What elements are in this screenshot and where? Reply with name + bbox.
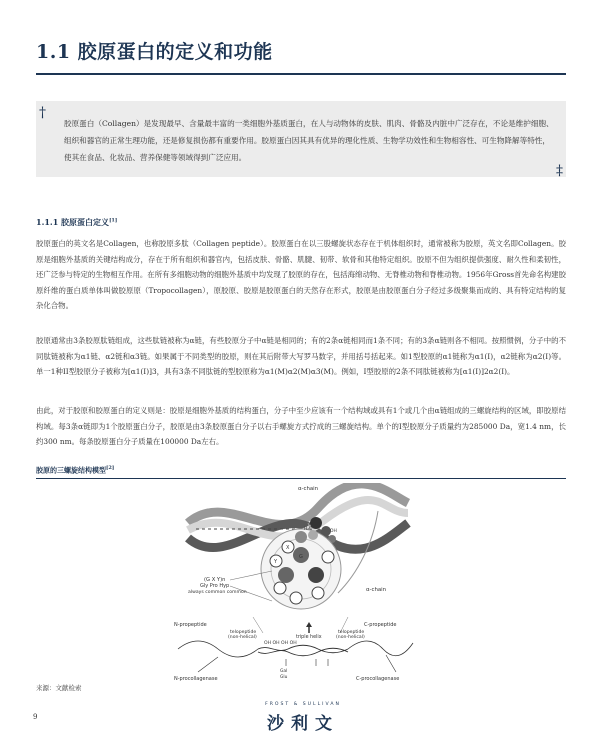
page-title: 1.1 胶原蛋白的定义和功能 [36, 41, 273, 63]
node-g: G [299, 554, 303, 560]
figure-source: 来源：文献检索 [36, 684, 82, 692]
intro-text: 胶原蛋白（Collagen）是发现最早、含量最丰富的一类细胞外基质蛋白，在人与动物体的皮肤、肌肉、骨骼及内脏中广泛存在，不论是维护细胞、组织和器官的正常生理功能，还是修复损伤都有重要作用。胶原蛋白因其具有优异的理化性质、生物学功效性和生物相容性、可生物降解等特性，使其在食品、化妆品、营养保健等领域得到广泛应用。 [64, 119, 554, 162]
page-number: 9 [33, 713, 38, 721]
section-heading-ref: [1] [109, 217, 118, 224]
label-always-common: always common common [188, 590, 247, 595]
label-gxy: (G X Y)n [204, 577, 226, 583]
label-gly-pro-hyp: Gly Pro Hyp [200, 583, 230, 589]
intro-box [36, 101, 566, 177]
triple-helix-figure [168, 483, 420, 683]
label-oh-small: OH [330, 529, 337, 534]
node-y: Y [274, 559, 278, 565]
label-n-procollagenase: N-procollagenase [174, 676, 218, 682]
section-heading-text: 1.1.1 胶原蛋白定义 [36, 217, 110, 227]
label-telopeptide-right: telopeptide [338, 630, 365, 635]
brand-logo-en: FROST & SULLIVAN [265, 702, 341, 707]
label-c-propeptide: C-propeptide [364, 622, 397, 628]
label-triple-helix: triple helix [296, 635, 322, 640]
paragraph-3: 由此，对于胶原和胶原蛋白的定义则是：胶原是细胞外基质的结构蛋白，分子中至少应该有一个结构域或具有1个或几个由α链组成的三螺旋结构的区域，即胶原结构域。每3条α链即为1个胶原蛋白分子，胶原是由3条胶原蛋白分子以右手螺旋方式拧成的三螺旋结构。单个的I型胶原分子质量约为285000 Da，宽1.4 nm，长约300 nm。每条胶原蛋白分子质量在100000 Da左右。 [36, 406, 566, 446]
paragraph-2: 胶原通常由3条胶原肽链组成，这些肽链被称为α链，有些胶原分子中α链是相同的；有的2条α链相同而1条不同；有的3条α链则各不相同。按照惯例，分子中的不同肽链被称为α1链、α2链和α3链。如果属于不同类型的胶原，则在其后附带大写罗马数字，并用括号括起来。如1型胶原的α1链称为α1(I)，α2链称为α2(I)等。单一1种II型胶原分子被称为[α1(Ⅰ)]3，具有3条不同肽链的型胶原称为α1(M)α2(M)α3(M)。例如，I型胶原的2条不同肽链被称为[α1(I)]2α2(I)。 [36, 336, 566, 376]
dagger-bottom-icon: ‡ [556, 163, 563, 179]
figure-title-ref: [2] [106, 465, 115, 471]
figure-title [36, 465, 114, 475]
figure-title-text: 胶原的三螺旋结构模型 [36, 465, 106, 475]
label-alpha-chain-right: α-chain [366, 587, 387, 593]
label-oh-row: OH OH OH OH [264, 641, 297, 646]
label-h2o: H₂O [304, 527, 313, 532]
paragraph-1: 胶原蛋白的英文名是Collagen，也称胶原多肽（Collagen peptide）。胶原蛋白在以三股螺旋状态存在于机体组织时，通常被称为胶原，英文名即Collagen。胶原是细胞外基质的关键结构成分，存在于所有组织和器官内，包括皮肤、骨骼、肌腱、韧带、软骨和其他特定组织。胶原不但为组织提供强度、耐久性和柔韧性，还广泛参与特定的生物相互作用。在所有多细胞动物的细胞外基质中均发现了胶原的存在，包括海绵动物、无脊椎动物和脊椎动物。1956年Gross首先命名构建胶原纤维的蛋白质单体叫做胶原原（Tropocollagen），原胶原、胶原是胶原蛋白的天然存在形式，胶原是由胶原蛋白分子经过多级聚集而成的、具有特定结构的复杂化合物。 [36, 239, 566, 310]
label-alpha-chain-top: α-chain [298, 486, 319, 492]
figure-rule [36, 478, 566, 479]
label-non-helical-left: (non-helical) [228, 635, 257, 640]
section-heading [36, 217, 117, 228]
node-x: X [286, 545, 290, 551]
label-non-helical-right: (non-helical) [336, 635, 365, 640]
dagger-top-icon: † [39, 105, 46, 121]
title-rule [36, 73, 566, 75]
label-glu: Glu [280, 675, 288, 680]
label-telopeptide-left: telopeptide [230, 630, 257, 635]
brand-logo-cn: 沙利文 [267, 714, 339, 734]
label-gal: Gal [280, 669, 288, 674]
label-n-propeptide: N-propeptide [174, 622, 207, 628]
label-c-procollagenase: C-procollagenase [356, 676, 400, 682]
